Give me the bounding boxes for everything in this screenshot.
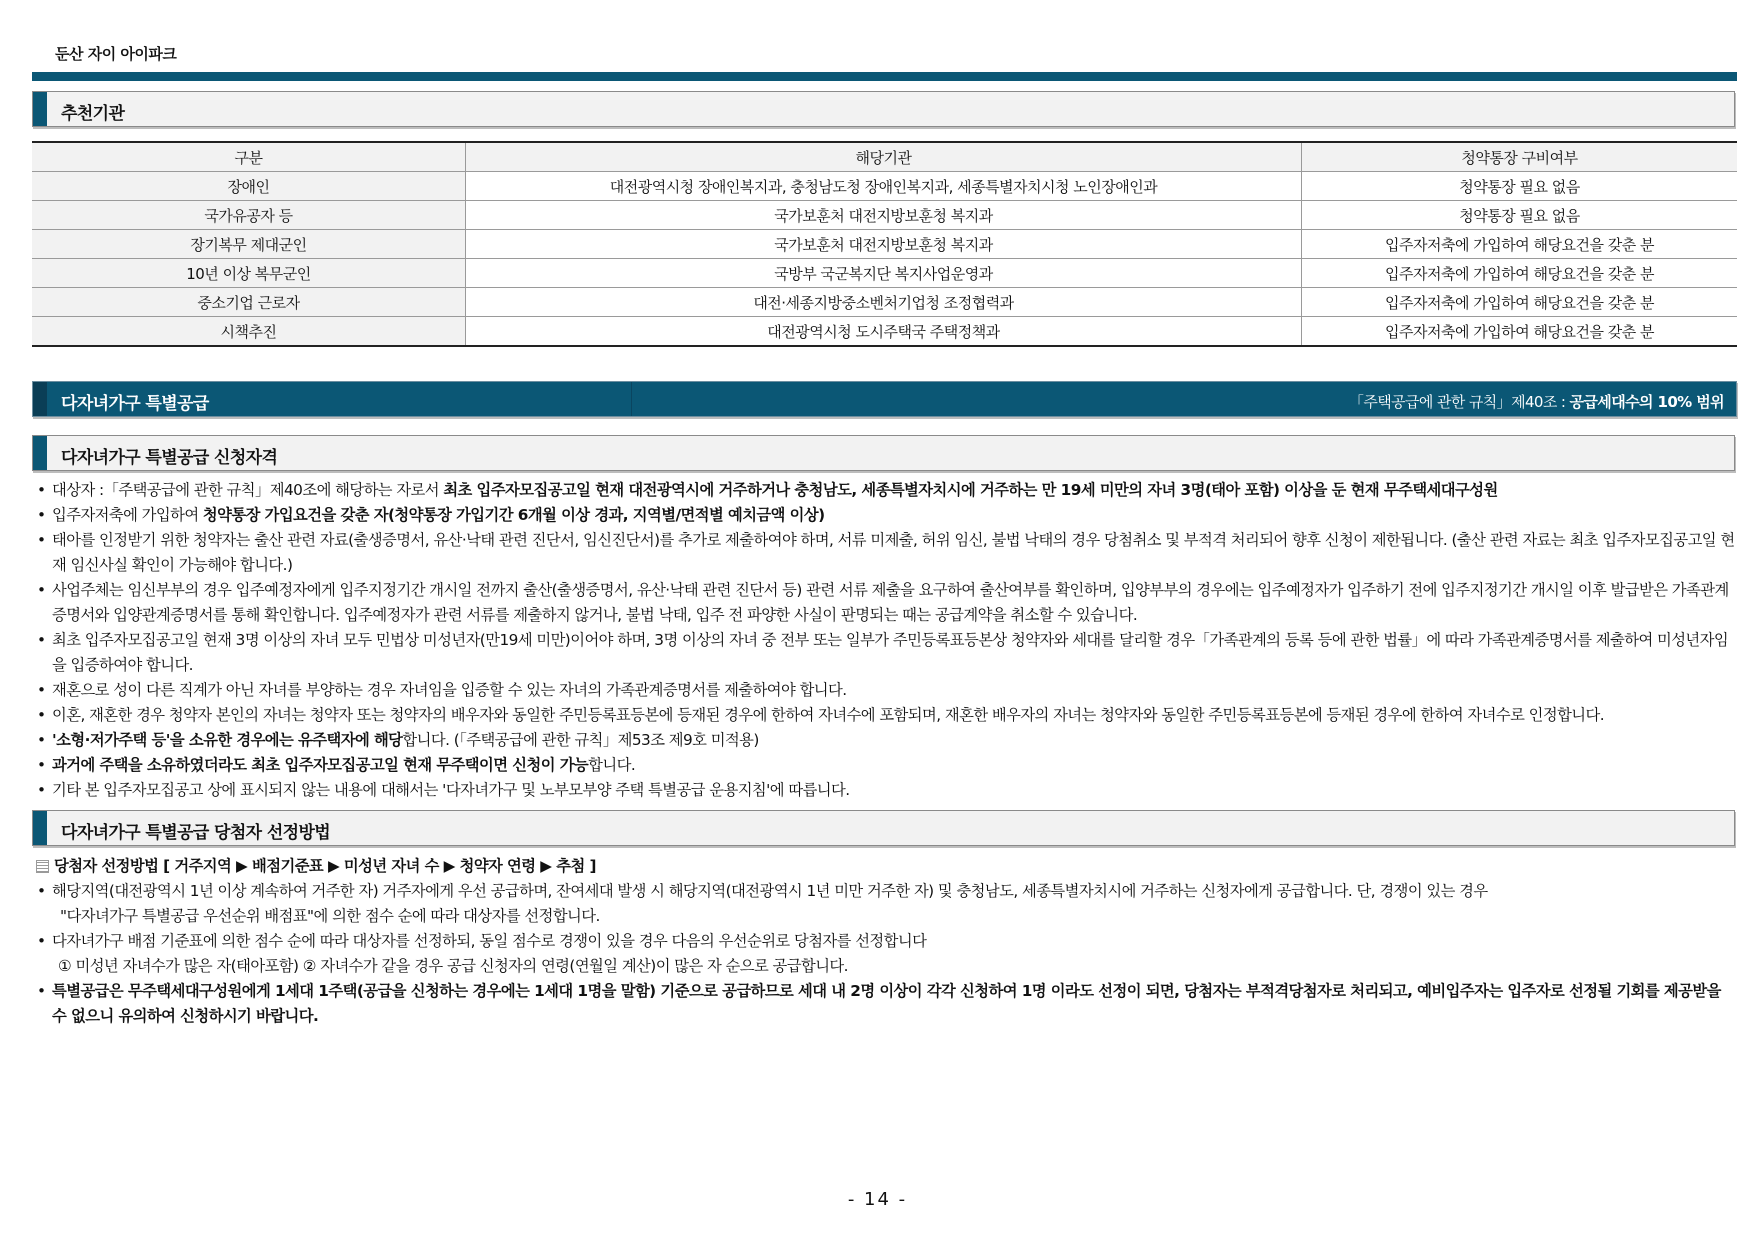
selection-method: 당첨자 선정방법 [ 거주지역 ▶ 배점기준표 ▶ 미성년 자녀 수 ▶ 청약자 연령 ▶ 추첨 ] (36, 854, 1738, 879)
list-item (36, 678, 1738, 703)
item-text: 최초 입주자모집공고일 현재 3명 이상의 자녀 모두 민법상 미성년자(만19세 미만)이어야 하며, 3명 이상의 자녀 중 전부 또는 일부가 주민등록표등본상 청약자와 세대를 달리할 경우「가족관계의 등록 등에 관한 법률」에 따라 가족관계증명서를 제출하여 미성년자임을 입증하여야 합니다. (52, 631, 1729, 674)
item-bold: 특별공급은 무주택세대구성원에게 1세대 1주택(공급을 신청하는 경우에는 1세대 1명을 말함) 기준으로 공급하므로 세대 내 2명 이상이 각각 신청하여 1명 이라도 선정이 되면, 당첨자는 부적격당첨자로 처리되고, 예비입주자는 입주자로 선정될 기회를 제공받을 수 없으니 유의하여 신청하시기 바랍니다. (52, 982, 1721, 1025)
column-header: 청약통장 구비여부 (1302, 142, 1738, 172)
section-bar (33, 811, 47, 845)
list-item-continuation: ① 미성년 자녀수가 많은 자(태아포함) ② 자녀수가 같을 경우 공급 신청자의 연령(연월일 계산)이 많은 자 순으로 공급합니다. (58, 957, 848, 975)
table-cell: 중소기업 근로자 (32, 288, 466, 317)
section-divider (631, 382, 632, 416)
list-item (36, 703, 1738, 728)
list-item (36, 979, 1738, 1029)
table-row (32, 201, 1737, 230)
table-cell: 입주자저축에 가입하여 해당요건을 갖춘 분 (1302, 288, 1738, 317)
table-row (32, 172, 1737, 201)
item-text: 태아를 인정받기 위한 청약자는 출산 관련 자료(출생증명서, 유산·낙태 관련 진단서, 임신진단서)를 추가로 제출하여야 하며, 서류 미제출, 허위 임신, 불법 낙태의 경우 당첨취소 및 부적격 처리되어 향후 신청이 제한됩니다. (출산 관련 자료는 최초 입주자모집공고일 현재 임신사실 확인이 가능해야 합니다.) (52, 531, 1735, 574)
table-row (32, 259, 1737, 288)
selection-list (36, 854, 1738, 1029)
table-cell: 청약통장 필요 없음 (1302, 172, 1738, 201)
column-header: 해당기관 (466, 142, 1302, 172)
table-row (32, 230, 1737, 259)
section-multichild (32, 381, 1737, 417)
item-text: 사업주체는 임신부부의 경우 입주예정자에게 입주지정기간 개시일 전까지 출산(출생증명서, 유산·낙태 관련 진단서 등) 관련 서류 제출을 요구하여 출산여부를 확인하며, 입양부부의 경우에는 입주예정자가 입주하기 전에 입주지정기간 개시일 이후 발급받은 가족관계증명서와 입양관계증명서를 통해 확인합니다. 입주예정자가 관련 서류를 제출하지 않거나, 불법 낙태, 입주 전 파양한 사실이 판명되는 때는 공급계약을 취소할 수 있습니다. (52, 581, 1729, 624)
item-text: 다자녀가구 배점 기준표에 의한 점수 순에 따라 대상자를 선정하되, 동일 점수로 경쟁이 있을 경우 다음의 우선순위로 당첨자를 선정합니다 (52, 932, 927, 950)
table-row (32, 288, 1737, 317)
item-text: 합니다. (「주택공급에 관한 규칙」제53조 제9호 미적용) (402, 731, 759, 749)
table-cell: 입주자저축에 가입하여 해당요건을 갖춘 분 (1302, 259, 1738, 288)
item-text: 입주자저축에 가입하여 (52, 506, 203, 524)
list-item-continuation: "다자녀가구 특별공급 우선순위 배점표"에 의한 점수 순에 따라 대상자를 선정합니다. (60, 907, 600, 925)
item-text: 합니다. (588, 756, 636, 774)
item-text: 대상자 :「주택공급에 관한 규칙」제40조에 해당하는 자로서 (52, 481, 444, 499)
section-title: 다자녀가구 특별공급 당첨자 선정방법 (61, 823, 331, 843)
table-cell: 시책추진 (32, 317, 466, 347)
list-item (36, 528, 1738, 578)
table-cell: 청약통장 필요 없음 (1302, 201, 1738, 230)
section-recommend (32, 91, 1735, 127)
section-selection (32, 810, 1735, 846)
table-cell: 대전광역시청 장애인복지과, 충청남도청 장애인복지과, 세종특별자치시청 노인장애인과 (466, 172, 1302, 201)
list-item (36, 728, 1738, 753)
item-bold: 과거에 주택을 소유하였더라도 최초 입주자모집공고일 현재 무주택이면 신청이 가능 (52, 756, 589, 774)
list-item (36, 879, 1738, 904)
section-eligibility (32, 435, 1735, 471)
item-text: 해당지역(대전광역시 1년 이상 계속하여 거주한 자) 거주자에게 우선 공급하며, 잔여세대 발생 시 해당지역(대전광역시 1년 미만 거주한 자) 및 충청남도, 세종특별자치시에 거주하는 신청자에게 공급합니다. 단, 경쟁이 있는 경우 (52, 882, 1488, 900)
recommend-table (32, 141, 1737, 347)
item-bold: '소형·저가주택 등'을 소유한 경우에는 유주택자에 해당 (52, 731, 403, 749)
rule-reference-bold: 공급세대수의 10% 범위 (1569, 393, 1724, 411)
table-header-row (32, 142, 1737, 172)
table-cell: 대전광역시청 도시주택국 주택정책과 (466, 317, 1302, 347)
table-row (32, 317, 1737, 347)
item-text: 이혼, 재혼한 경우 청약자 본인의 자녀는 청약자 또는 청약자의 배우자와 동일한 주민등록표등본에 등재된 경우에 한하여 자녀수에 포함되며, 재혼한 배우자의 자녀는 청약자와 동일한 주민등록표등본에 등재된 경우에 한하여 자녀수로 인정합니다. (52, 706, 1605, 724)
item-text: 기타 본 입주자모집공고 상에 표시되지 않는 내용에 대해서는 '다자녀가구 및 노부모부양 주택 특별공급 운용지침'에 따릅니다. (52, 781, 850, 799)
list-item (36, 503, 1738, 528)
document-title: 둔산 자이 아이파크 (55, 45, 177, 63)
table-cell: 장기복무 제대군인 (32, 230, 466, 259)
section-bar (33, 382, 47, 416)
item-bold: 최초 입주자모집공고일 현재 대전광역시에 거주하거나 충청남도, 세종특별자치시에 거주하는 만 19세 미만의 자녀 3명(태아 포함) 이상을 둔 현재 무주택세대구성원 (443, 481, 1498, 499)
list-item (36, 778, 1738, 803)
table-cell: 국방부 국군복지단 복지사업운영과 (466, 259, 1302, 288)
table-cell: 장애인 (32, 172, 466, 201)
section-title: 추천기관 (61, 104, 125, 124)
top-rule (32, 72, 1737, 81)
table-cell: 국가보훈처 대전지방보훈청 복지과 (466, 230, 1302, 259)
section-bar (33, 436, 47, 470)
table-cell: 입주자저축에 가입하여 해당요건을 갖춘 분 (1302, 230, 1738, 259)
section-bar (33, 92, 47, 126)
section-title: 다자녀가구 특별공급 (61, 394, 209, 414)
list-item (36, 478, 1738, 503)
table-cell: 국가유공자 등 (32, 201, 466, 230)
item-bold: 청약통장 가입요건을 갖춘 자(청약통장 가입기간 6개월 이상 경과, 지역별/면적별 예치금액 이상) (202, 506, 825, 524)
rule-reference-text: 「주택공급에 관한 규칙」제40조 : (1348, 393, 1570, 411)
section-title: 다자녀가구 특별공급 신청자격 (61, 448, 278, 468)
table-cell: 10년 이상 복무군인 (32, 259, 466, 288)
table-cell: 입주자저축에 가입하여 해당요건을 갖춘 분 (1302, 317, 1738, 347)
column-header: 구분 (32, 142, 466, 172)
list-item (36, 929, 1738, 954)
eligibility-list (36, 478, 1738, 803)
list-item (36, 753, 1738, 778)
table-cell: 국가보훈처 대전지방보훈청 복지과 (466, 201, 1302, 230)
rule-reference (1349, 391, 1724, 412)
item-text: 재혼으로 성이 다른 직계가 아닌 자녀를 부양하는 경우 자녀임을 입증할 수 있는 자녀의 가족관계증명서를 제출하여야 합니다. (52, 681, 847, 699)
list-item (36, 578, 1738, 628)
list-item (36, 628, 1738, 678)
table-cell: 대전·세종지방중소벤처기업청 조정협력과 (466, 288, 1302, 317)
page-number: - 14 - (847, 1189, 908, 1210)
